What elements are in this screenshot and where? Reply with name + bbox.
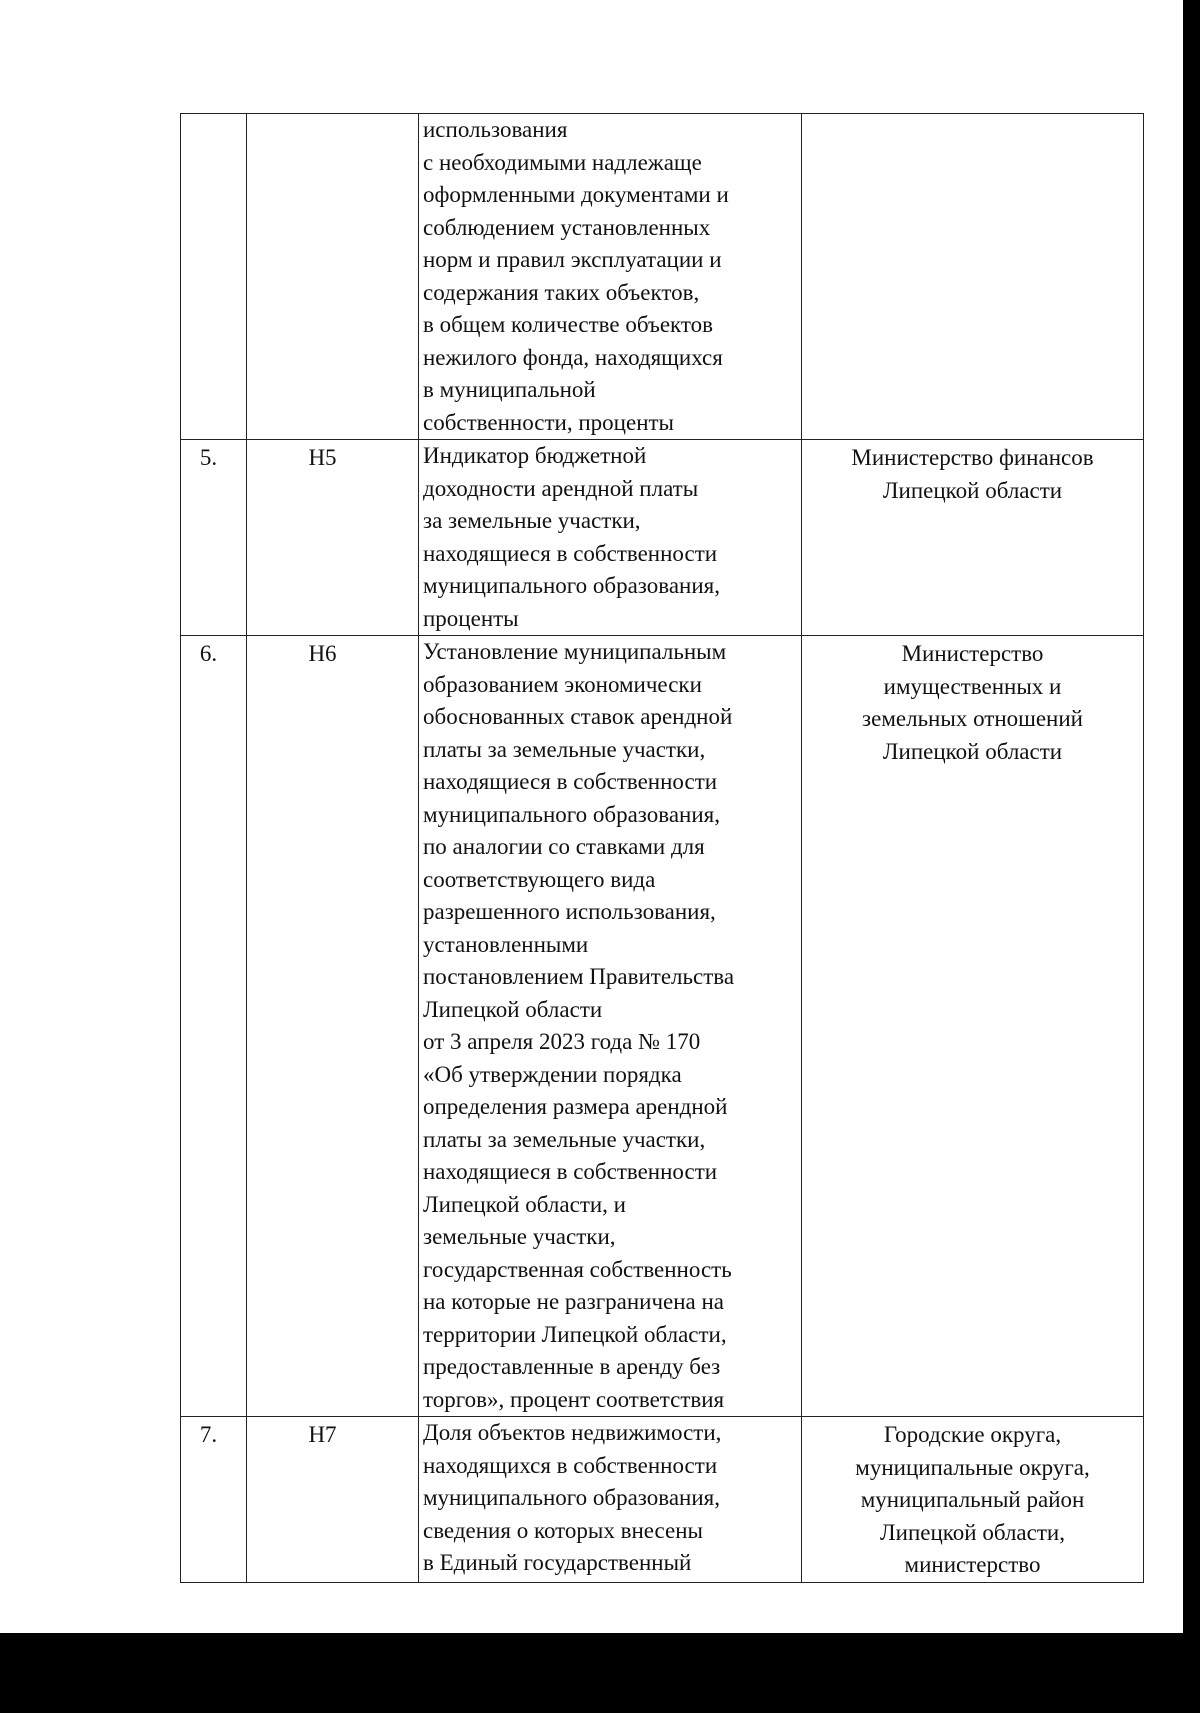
table-row xyxy=(181,114,1144,440)
row-number: 7. xyxy=(181,1417,247,1583)
text-line: Доля объектов недвижимости, xyxy=(423,1420,722,1445)
text-line: Министерство финансов xyxy=(851,445,1094,470)
text-line: государственная собственность xyxy=(423,1256,732,1282)
text-line: Липецкой области, и xyxy=(423,1191,626,1217)
text-line: предоставленные в аренду без xyxy=(423,1354,721,1379)
text-line: доходности арендной платы xyxy=(423,475,699,501)
text-line: на которые не разграничена на xyxy=(423,1289,725,1314)
text-line: Липецкой области xyxy=(423,996,603,1022)
text-line: «Об утверждении порядка xyxy=(423,1061,682,1087)
text-line: муниципальный район xyxy=(860,1487,1085,1512)
text-line: Городские округа, xyxy=(883,1422,1062,1447)
text-line: платы за земельные участки, xyxy=(423,1126,706,1152)
text-line: по аналогии со ставками для xyxy=(423,834,705,859)
text-line: оформленными документами и xyxy=(423,182,729,207)
indicators-table xyxy=(180,113,1144,1583)
indicator-name xyxy=(419,636,802,1417)
text-line: Липецкой области xyxy=(882,477,1063,503)
text-line: земельных отношений xyxy=(862,706,1083,731)
table-row xyxy=(181,1417,1144,1583)
text-line: образованием экономически xyxy=(423,671,702,697)
text-line: муниципального образования, xyxy=(423,801,720,827)
row-number: 6. xyxy=(181,636,247,1417)
text-line: обоснованных ставок арендной xyxy=(423,704,733,729)
indicator-name xyxy=(419,440,802,636)
text-line: Липецкой области, xyxy=(880,1519,1065,1545)
text-line: Липецкой области xyxy=(882,738,1063,764)
indicator-name xyxy=(419,114,802,440)
text-line: проценты xyxy=(423,605,519,631)
indicator-code: Н5 xyxy=(247,440,419,636)
text-line: платы за земельные участки, xyxy=(423,736,706,762)
text-line: нежилого фонда, находящихся xyxy=(423,344,723,370)
text-line: содержания таких объектов, xyxy=(423,279,700,305)
text-line: находящиеся в собственности xyxy=(423,1159,718,1184)
text-line: в муниципальной xyxy=(423,377,596,402)
text-line: соблюдением установленных xyxy=(423,214,711,240)
text-line: земельные участки, xyxy=(423,1224,616,1249)
responsible-body xyxy=(802,636,1144,1417)
text-line: соответствующего вида xyxy=(423,866,656,892)
text-line: имущественных и xyxy=(883,673,1062,699)
row-number: 5. xyxy=(181,440,247,636)
text-line: министерство xyxy=(904,1552,1041,1577)
responsible-body xyxy=(802,440,1144,636)
text-line: муниципального образования, xyxy=(423,573,720,598)
text-line: определения размера арендной xyxy=(423,1094,728,1119)
text-line: находящиеся в собственности xyxy=(423,540,718,566)
text-line: Установление муниципальным xyxy=(423,639,727,664)
text-line: торгов», процент соответствия xyxy=(423,1386,725,1412)
text-line: муниципального образования, xyxy=(423,1485,720,1510)
indicator-code: Н7 xyxy=(247,1417,419,1583)
text-line: в Единый государственный xyxy=(423,1550,692,1575)
text-line: за земельные участки, xyxy=(423,508,641,533)
text-line: от 3 апреля 2023 года № 170 xyxy=(423,1029,701,1054)
text-line: разрешенного использования, xyxy=(423,899,716,924)
text-line: муниципальные округа, xyxy=(855,1454,1090,1480)
text-line: Министерство xyxy=(901,641,1044,666)
responsible-body xyxy=(802,1417,1144,1583)
text-line: в общем количестве объектов xyxy=(423,312,714,337)
text-line: территории Липецкой области, xyxy=(423,1321,727,1347)
text-line: находящихся в собственности xyxy=(423,1452,718,1478)
indicator-code: Н6 xyxy=(247,636,419,1417)
responsible-body xyxy=(802,114,1144,440)
text-line: установленными xyxy=(423,931,589,957)
indicator-name xyxy=(419,1417,802,1583)
text-line: постановлением Правительства xyxy=(423,964,735,989)
indicator-code xyxy=(247,114,419,440)
text-line: с необходимыми надлежаще xyxy=(423,149,702,175)
text-line: собственности, проценты xyxy=(423,409,675,435)
row-number xyxy=(181,114,247,440)
text-line: сведения о которых внесены xyxy=(423,1517,704,1543)
text-line: Индикатор бюджетной xyxy=(423,443,647,468)
table-row xyxy=(181,636,1144,1417)
text-line: находящиеся в собственности xyxy=(423,769,718,794)
table-row xyxy=(181,440,1144,636)
text-line: норм и правил эксплуатации и xyxy=(423,247,722,272)
text-line: использования xyxy=(423,117,568,142)
